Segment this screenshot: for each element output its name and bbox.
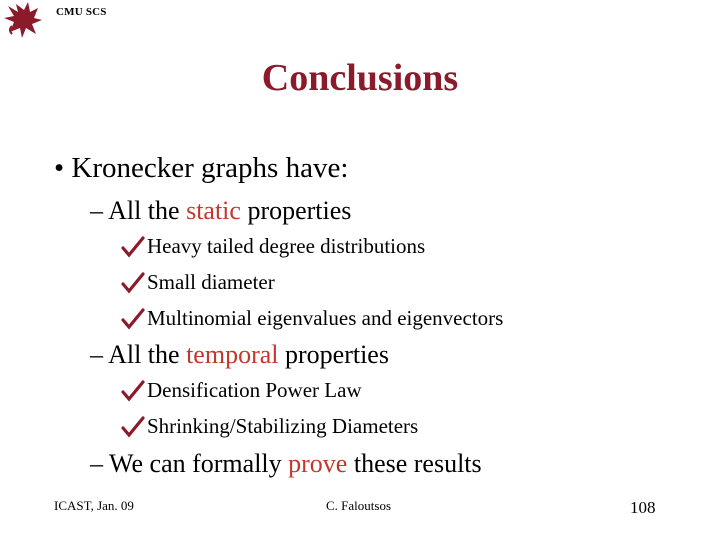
sub-bullet-prove-suffix: these results xyxy=(347,449,482,478)
checkmark-icon xyxy=(120,415,146,439)
checkmark-icon xyxy=(120,271,146,295)
dash: – xyxy=(90,196,103,225)
dash: – xyxy=(90,449,103,478)
bullet-dot: • xyxy=(54,152,65,184)
check-item xyxy=(120,306,503,331)
slide-title xyxy=(0,56,720,100)
check-item xyxy=(120,378,362,403)
sub-bullet-static xyxy=(90,196,351,226)
bullet-main-text: Kronecker graphs have: xyxy=(71,152,349,184)
bullet-main xyxy=(54,152,348,185)
sub-bullet-temporal-suffix: properties xyxy=(278,340,389,369)
sub-bullet-static-suffix: properties xyxy=(240,196,352,225)
footer-venue: ICAST, Jan. 09 xyxy=(54,498,134,513)
sub-bullet-temporal-prefix: All the xyxy=(108,340,187,369)
sub-bullet-temporal-highlight: temporal xyxy=(186,340,279,369)
slide-title-text: Conclusions xyxy=(261,57,459,99)
sub-bullet-prove xyxy=(90,449,482,479)
checkmark-icon xyxy=(120,307,146,331)
dash: – xyxy=(90,340,103,369)
sub-bullet-prove-prefix: We can formally xyxy=(109,449,289,478)
check-item-text: Small diameter xyxy=(147,270,275,294)
sub-bullet-temporal xyxy=(90,340,389,370)
check-item-text: Densification Power Law xyxy=(147,378,362,402)
check-item xyxy=(120,234,425,259)
griffin-logo-icon xyxy=(2,0,46,42)
check-item-text: Multinomial eigenvalues and eigenvectors xyxy=(147,306,504,330)
check-item-text: Shrinking/Stabilizing Diameters xyxy=(147,414,419,438)
page-number: 108 xyxy=(630,498,656,517)
checkmark-icon xyxy=(120,379,146,403)
checkmark-icon xyxy=(120,235,146,259)
org-label: CMU SCS xyxy=(56,6,107,18)
sub-bullet-static-prefix: All the xyxy=(108,196,187,225)
check-item-text: Heavy tailed degree distributions xyxy=(147,234,426,258)
footer-author: C. Faloutsos xyxy=(326,498,392,513)
sub-bullet-prove-highlight: prove xyxy=(288,449,348,478)
check-item xyxy=(120,270,275,295)
check-item xyxy=(120,414,418,439)
sub-bullet-static-highlight: static xyxy=(186,196,241,225)
